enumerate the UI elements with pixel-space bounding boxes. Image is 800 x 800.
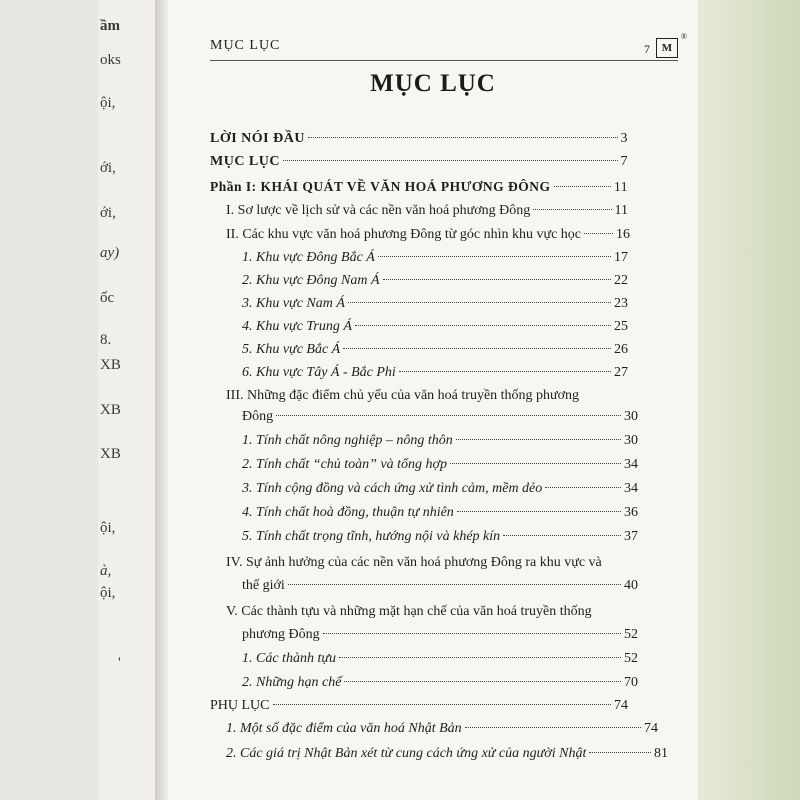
toc-page-number: 11 [614,203,628,218]
toc-entry-text: V. Các thành tựu và những mặt hạn chế của văn hoá truyền thống [226,604,592,619]
toc-entry [242,364,628,382]
toc-page-number: 17 [614,250,628,265]
toc-entry [210,178,628,196]
toc-page-number: 36 [624,505,638,520]
toc-entry-text: 6. Khu vực Tây Á - Bắc Phi [242,365,396,380]
toc-entry-text: 1. Khu vực Đông Bắc Á [242,250,375,265]
toc-page-number: 30 [624,409,638,424]
toc-leader [450,463,621,464]
publisher-logo-icon: M [656,38,678,58]
toc-leader [457,511,621,512]
left-page-text-fragment: à, [100,563,112,579]
toc-entry-text: 4. Khu vực Trung Á [242,319,352,334]
toc-entry [210,697,628,715]
left-page-text-fragment: ay) [100,245,120,261]
toc-leader [323,633,621,634]
book-page [168,0,698,800]
toc-entry [242,249,628,267]
book-spine-shadow [155,0,169,800]
toc-page-number: 27 [614,365,628,380]
toc-leader [276,415,621,416]
toc-page-number: 34 [624,457,638,472]
left-page-margin [98,0,155,800]
toc-leader [273,704,611,705]
toc-page-number: 74 [644,721,658,736]
toc-page-number: 37 [624,529,638,544]
toc-entry [210,153,628,171]
toc-page-number: 52 [624,651,638,666]
toc-page-number: 30 [624,433,638,448]
toc-entry-text: MỤC LỤC [210,154,280,169]
toc-entry-text: III. Những đặc điểm chủ yếu của văn hoá truyền thống phương [226,388,580,403]
left-page-text-fragment: XB [100,357,121,373]
left-page-text-fragment: 8. [100,332,112,348]
background-surface [690,0,800,800]
toc-entry [242,432,638,450]
toc-page-number: 11 [614,179,628,194]
toc-leader [343,348,611,349]
toc-leader [308,137,618,138]
toc-entry-text: 5. Khu vực Bắc Á [242,342,341,357]
toc-leader [399,371,611,372]
toc-leader [355,325,611,326]
left-page-edge [0,0,155,800]
toc-leader [344,681,621,682]
toc-entry [226,226,630,244]
toc-entry-text: 1. Các thành tựu [242,651,336,666]
toc-leader [584,233,613,234]
toc-leader [589,752,651,753]
toc-entry-text: I. Sơ lược về lịch sử và các nền văn hoá phương Đông [226,203,531,218]
registered-mark: ® [680,32,687,41]
left-page-text-fragment: ầm [100,18,120,34]
toc-entry-text: IV. Sự ảnh hưởng của các nền văn hoá phương Đông ra khu vực và [226,555,602,570]
toc-entry [242,626,638,644]
toc-entry [226,720,658,738]
toc-entry-text: 1. Tính chất nông nghiệp – nông thôn [242,433,453,448]
toc-leader [456,439,621,440]
toc-entry [242,456,638,474]
toc-entry [242,408,638,426]
left-page-text-fragment: ội, [100,95,116,111]
header-title: MỤC LỤC [210,38,281,53]
toc-entry-text: 4. Tính chất hoà đồng, thuận tự nhiên [242,505,454,520]
toc-entry-text: II. Các khu vực văn hoá phương Đông từ góc nhìn khu vực học [226,227,582,242]
toc-page-number: 3 [620,131,628,146]
toc-entry-text: 2. Các giá trị Nhật Bản xét từ cung cách ứng xử của người Nhật [226,746,587,761]
toc-page-number: 25 [614,319,628,334]
toc-entry-text: 1. Một số đặc điểm của văn hoá Nhật Bản [226,721,462,736]
toc-leader [348,302,611,303]
toc-leader [283,160,618,161]
toc-entry [242,272,628,290]
toc-entry-text: LỜI NÓI ĐẦU [210,131,305,146]
toc-entry-text: 3. Tính cộng đồng và cách ứng xử tình cảm, mềm dẻo [242,481,543,496]
toc-leader [383,279,611,280]
toc-page-number: 81 [654,746,668,761]
toc-entry [242,295,628,313]
toc-leader [288,584,621,585]
left-page-text-fragment: XB [100,402,121,418]
left-page-text-fragment: XB [100,446,121,462]
left-page-text-fragment: ới, [100,205,116,221]
toc-entry [210,130,628,148]
toc-entry-text: 3. Khu vực Nam Á [242,296,345,311]
toc-entry [226,202,628,220]
toc-leader [545,487,621,488]
toc-entry [242,480,638,498]
left-page-text-fragment: ốc [100,290,115,306]
toc-entry [242,341,628,359]
toc-page-number: 74 [614,698,628,713]
toc-page-number: 16 [616,227,630,242]
toc-leader [378,256,611,257]
toc-entry [242,318,628,336]
toc-entry-text: 2. Những hạn chế [242,675,342,690]
page-title: MỤC LỤC [370,70,496,97]
toc-page-number: 7 [620,154,628,169]
toc-leader [503,535,621,536]
toc-page-number: 40 [624,578,638,593]
toc-entry [242,528,638,546]
left-page-text-fragment: ội, [100,520,116,536]
toc-entry-text: 2. Tính chất “chủ toàn” và tổng hợp [242,457,448,472]
left-page-text-fragment: ới, [100,160,116,176]
toc-page-number: 23 [614,296,628,311]
toc-page-number: 70 [624,675,638,690]
table-of-contents [168,0,698,800]
toc-page-number: 34 [624,481,638,496]
toc-leader [339,657,621,658]
left-page-text-fragment: ' [118,655,121,671]
toc-page-number: 26 [614,342,628,357]
toc-entry-text: PHỤ LỤC [210,698,270,713]
toc-leader [554,186,611,187]
toc-entry [242,674,638,692]
toc-entry-continuation: phương Đông [242,627,320,642]
toc-page-number: 52 [624,627,638,642]
toc-entry-text: 2. Khu vực Đông Nam Á [242,273,380,288]
toc-entry [226,745,668,763]
toc-page-number: 22 [614,273,628,288]
toc-entry-text: Phần I: KHÁI QUÁT VỀ VĂN HOÁ PHƯƠNG ĐÔNG [210,179,551,194]
toc-leader [465,727,641,728]
left-page-text-fragment: oks [100,52,121,68]
left-page-text-fragment: ội, [100,585,116,601]
toc-entry [242,650,638,668]
header-page-number: 7 [644,42,650,56]
toc-entry-text: 5. Tính chất trọng tĩnh, hướng nội và khép kín [242,529,501,544]
toc-entry [242,577,638,595]
toc-entry-continuation: thế giới [242,578,285,593]
toc-entry [242,504,638,522]
toc-entry-continuation: Đông [242,409,274,424]
toc-leader [533,209,611,210]
